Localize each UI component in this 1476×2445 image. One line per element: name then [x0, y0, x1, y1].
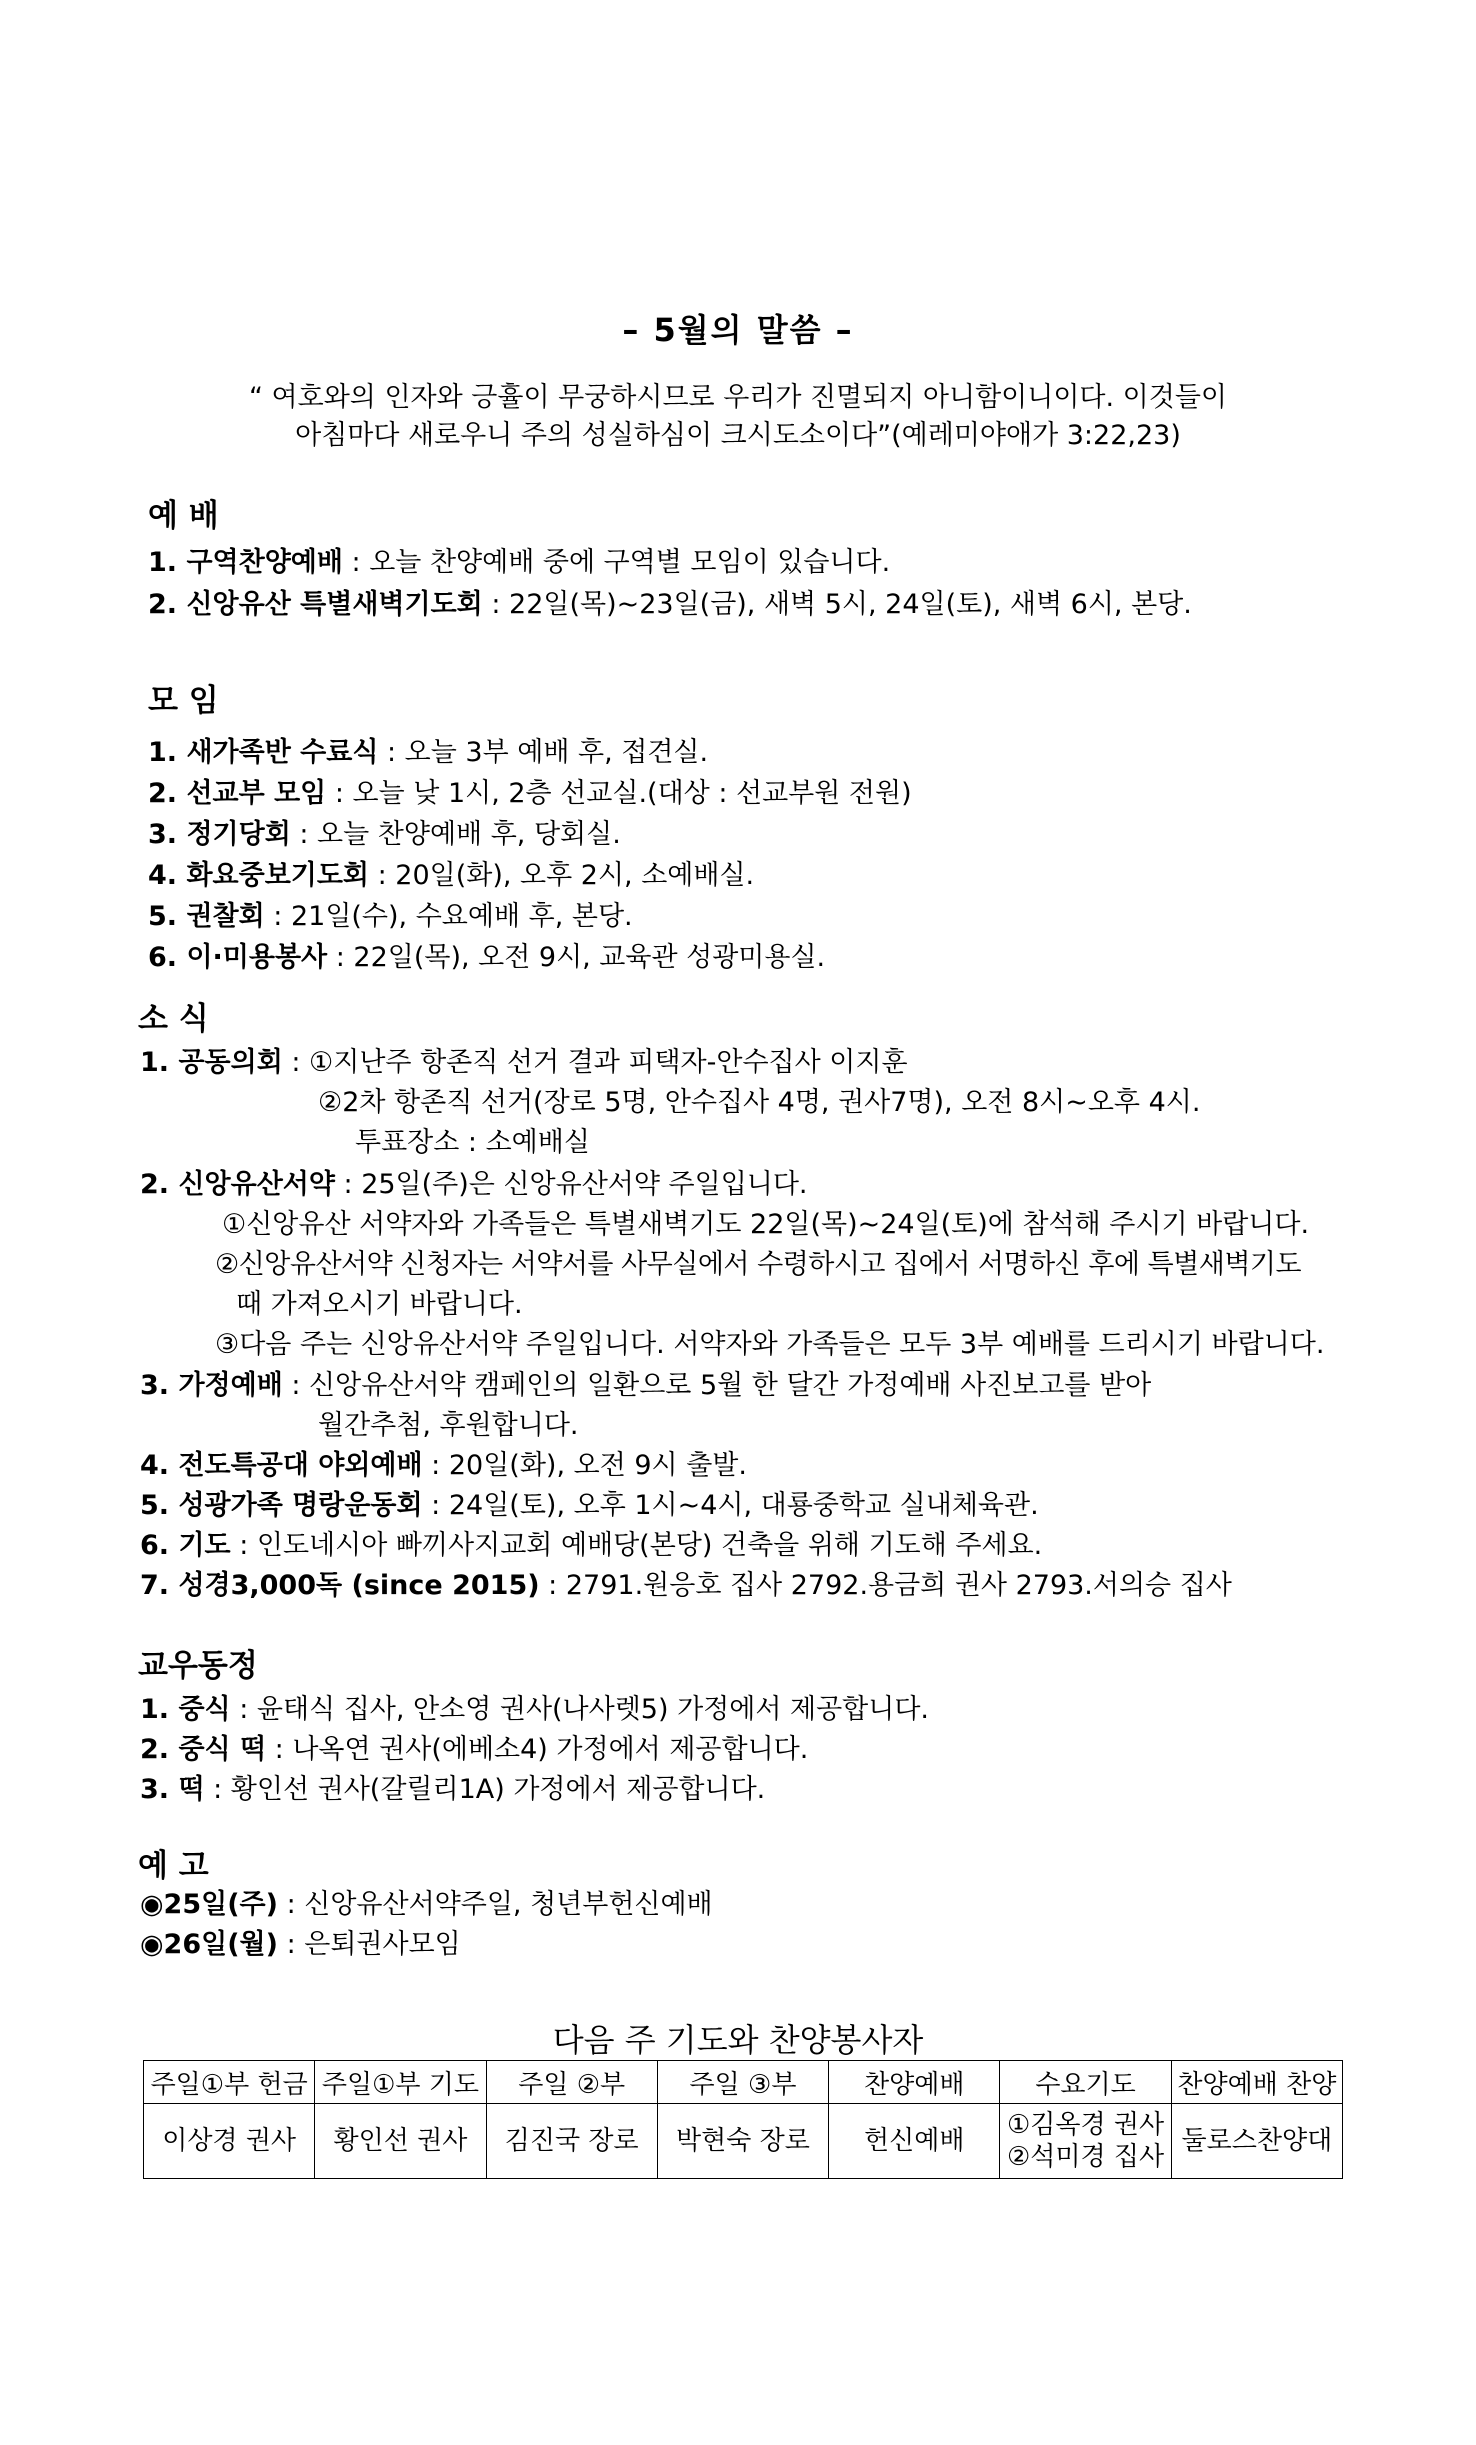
roster-header: 주일①부 헌금 — [144, 2061, 315, 2104]
meeting-item-5 — [148, 894, 633, 933]
item-text: : 인도네시아 빠끼사지교회 예배당(본당) 건축을 위해 기도해 주세요. — [230, 1530, 1043, 1561]
item-text: : 황인선 권사(갈릴리1A) 가정에서 제공합니다. — [204, 1774, 766, 1805]
news-item-1-sub-2 — [318, 1080, 1200, 1119]
verse-line-1: “ 여호와의 인자와 긍휼이 무궁하시므로 우리가 진멸되지 아니함이니이다. 이것들이 — [248, 382, 1228, 413]
roster-cell-wednesday — [1000, 2104, 1171, 2179]
notice-item-1 — [140, 1882, 713, 1921]
verse-line-2: 아침마다 새로우니 주의 성실하심이 크시도소이다”(예레미야애가 3:22,23) — [295, 420, 1181, 451]
section-heading-meetings: 모 임 — [148, 683, 219, 719]
item-text: : 나옥연 권사(에베소4) 가정에서 제공합니다. — [266, 1734, 809, 1765]
item-text: ①신앙유산 서약자와 가족들은 특별새벽기도 22일(목)~24일(토)에 참석해 주시기 바랍니다. — [222, 1209, 1310, 1240]
item-label: 1. 공동의회 — [140, 1047, 283, 1078]
roster-header: 찬양예배 찬양 — [1171, 2061, 1342, 2104]
item-text: 때 가져오시기 바랍니다. — [236, 1289, 523, 1320]
fellowship-item-2 — [140, 1727, 808, 1766]
news-item-6 — [140, 1523, 1042, 1562]
item-text: ③다음 주는 신앙유산서약 주일입니다. 서약자와 가족들은 모두 3부 예배를 드리시기 바랍니다. — [215, 1329, 1325, 1360]
page-title: – 5월의 말씀 – — [622, 311, 854, 349]
item-label: 1. 구역찬양예배 — [148, 547, 343, 578]
item-label: 2. 선교부 모임 — [148, 778, 327, 809]
news-item-7 — [140, 1563, 1232, 1602]
item-text: : 24일(토), 오후 1시~4시, 대룡중학교 실내체육관. — [422, 1490, 1039, 1521]
section-heading-notice: 예 고 — [138, 1848, 209, 1884]
item-text: : 신앙유산서약 캠페인의 일환으로 5월 한 달간 가정예배 사진보고를 받아 — [282, 1370, 1152, 1401]
meeting-item-1 — [148, 730, 708, 769]
item-text: ②신앙유산서약 신청자는 서약서를 사무실에서 수령하시고 집에서 서명하신 후에 특별새벽기도 — [215, 1249, 1302, 1280]
item-label: 1. 중식 — [140, 1694, 231, 1725]
roster-cell-line: ②석미경 집사 — [1006, 2142, 1165, 2172]
item-text: : 오늘 찬양예배 중에 구역별 모임이 있습니다. — [342, 547, 891, 578]
roster-header: 찬양예배 — [829, 2061, 1000, 2104]
roster-cell: 황인선 권사 — [315, 2104, 486, 2179]
section-heading-worship: 예 배 — [148, 498, 219, 534]
item-text: : 2791.원응호 집사 2792.용금희 권사 2793.서의승 집사 — [539, 1570, 1232, 1601]
news-item-3 — [140, 1363, 1151, 1402]
roster-cell: 박현숙 장로 — [657, 2104, 828, 2179]
news-item-5 — [140, 1483, 1039, 1522]
item-text: : ①지난주 항존직 선거 결과 피택자-안수집사 이지훈 — [282, 1047, 908, 1078]
item-label: 2. 신앙유산서약 — [140, 1169, 335, 1200]
item-label: 1. 새가족반 수료식 — [148, 737, 379, 768]
news-item-3-sub — [318, 1403, 579, 1442]
news-item-2-sub-2 — [215, 1242, 1301, 1281]
meeting-item-4 — [148, 853, 754, 892]
item-text: : 25일(주)은 신앙유산서약 주일입니다. — [334, 1169, 808, 1200]
item-label: ◉26일(월) — [140, 1929, 278, 1960]
item-text: : 오늘 찬양예배 후, 당회실. — [290, 819, 621, 850]
roster-cell: 둘로스찬양대 — [1171, 2104, 1342, 2179]
item-label: 7. 성경3,000독 (since 2015) — [140, 1570, 540, 1601]
meeting-item-6 — [148, 935, 825, 974]
item-label: 3. 떡 — [140, 1774, 205, 1805]
news-item-2-sub-2b — [236, 1282, 523, 1321]
item-label: 4. 화요중보기도회 — [148, 860, 370, 891]
roster-header: 수요기도 — [1000, 2061, 1171, 2104]
roster-cell: 헌신예배 — [829, 2104, 1000, 2179]
item-text: : 신앙유산서약주일, 청년부헌신예배 — [277, 1889, 713, 1920]
item-label: 2. 신앙유산 특별새벽기도회 — [148, 589, 483, 620]
roster-header-row — [144, 2061, 1343, 2104]
item-text: : 22일(목)~23일(금), 새벽 5시, 24일(토), 새벽 6시, 본당. — [482, 589, 1192, 620]
item-label: 2. 중식 떡 — [140, 1734, 267, 1765]
item-label: 5. 성광가족 명랑운동회 — [140, 1490, 423, 1521]
roster-header: 주일 ③부 — [657, 2061, 828, 2104]
news-item-2-sub-1 — [222, 1202, 1309, 1241]
item-label: 6. 이·미용봉사 — [148, 942, 328, 973]
notice-item-2 — [140, 1922, 461, 1961]
roster-row — [144, 2104, 1343, 2179]
news-item-4 — [140, 1443, 747, 1482]
roster-title: 다음 주 기도와 찬양봉사자 — [552, 2021, 924, 2059]
item-text: : 은퇴권사모임 — [277, 1929, 461, 1960]
item-label: 4. 전도특공대 야외예배 — [140, 1450, 423, 1481]
roster-cell-line: ①김옥경 권사 — [1006, 2110, 1165, 2140]
item-text: : 20일(화), 오전 9시 출발. — [422, 1450, 747, 1481]
fellowship-item-1 — [140, 1687, 929, 1726]
item-label: 5. 권찰회 — [148, 901, 265, 932]
item-text: : 22일(목), 오전 9시, 교육관 성광미용실. — [327, 942, 826, 973]
meeting-item-2 — [148, 771, 912, 810]
worship-item-1 — [148, 540, 890, 579]
news-item-1-sub-3 — [355, 1120, 590, 1159]
item-label: 3. 가정예배 — [140, 1370, 283, 1401]
news-item-2 — [140, 1162, 808, 1201]
news-item-2-sub-3 — [215, 1322, 1324, 1361]
item-label: ◉25일(주) — [140, 1889, 278, 1920]
roster-cell: 김진국 장로 — [486, 2104, 657, 2179]
roster-header: 주일①부 기도 — [315, 2061, 486, 2104]
worship-item-2 — [148, 582, 1192, 621]
item-text: : 오늘 3부 예배 후, 접견실. — [378, 737, 709, 768]
item-text: : 오늘 낮 1시, 2층 선교실.(대상 : 선교부원 전원) — [326, 778, 912, 809]
news-item-1 — [140, 1040, 908, 1079]
roster-table — [143, 2060, 1343, 2179]
item-text: 투표장소 : 소예배실 — [355, 1127, 590, 1158]
section-heading-news: 소 식 — [138, 1001, 209, 1037]
roster-cell: 이상경 권사 — [144, 2104, 315, 2179]
item-text: 월간추첨, 후원합니다. — [318, 1410, 579, 1441]
item-text: : 21일(수), 수요예배 후, 본당. — [264, 901, 633, 932]
section-heading-fellowship: 교우동정 — [138, 1648, 258, 1684]
meeting-item-3 — [148, 812, 621, 851]
fellowship-item-3 — [140, 1767, 765, 1806]
item-label: 6. 기도 — [140, 1530, 231, 1561]
roster-header: 주일 ②부 — [486, 2061, 657, 2104]
item-text: : 윤태식 집사, 안소영 권사(나사렛5) 가정에서 제공합니다. — [230, 1694, 929, 1725]
item-label: 3. 정기당회 — [148, 819, 291, 850]
item-text: ②2차 항존직 선거(장로 5명, 안수집사 4명, 권사7명), 오전 8시~오후 4시. — [318, 1087, 1201, 1118]
item-text: : 20일(화), 오후 2시, 소예배실. — [369, 860, 755, 891]
